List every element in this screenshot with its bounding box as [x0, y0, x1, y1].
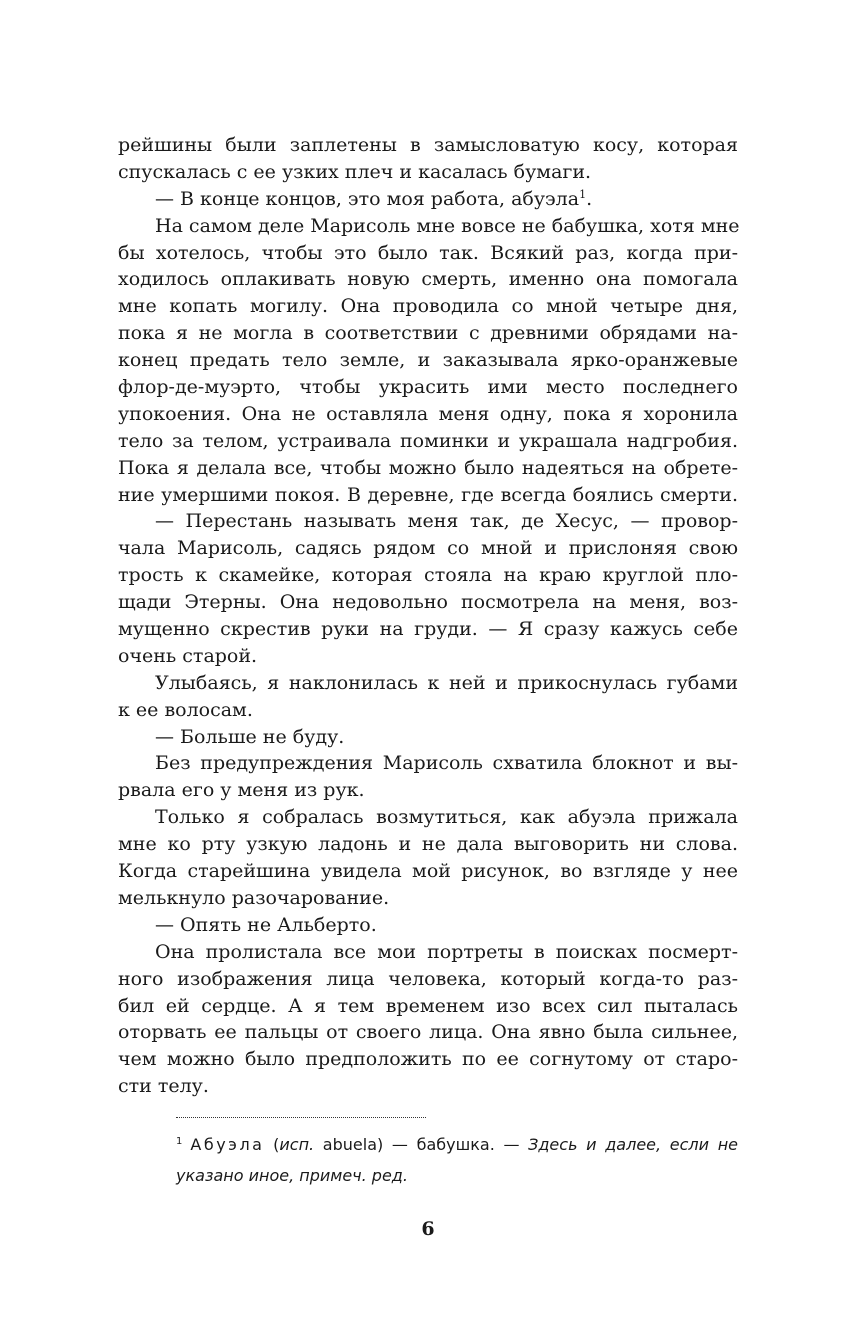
footnote-language: исп.	[279, 1135, 315, 1154]
text-line: мущенно скрестив руки на груди. — Я сразу кажусь себе	[118, 618, 738, 641]
text-line: конец предать тело земле, и заказывала ярко-оранжевые	[118, 349, 738, 372]
text-line: щади Этерны. Она недовольно посмотрела на меня, воз-	[118, 591, 738, 614]
text-line: Без предупреждения Марисоль схватила блокнот и вы-	[155, 752, 738, 775]
text-line: Она пролистала все мои портреты в поисках посмерт-	[155, 940, 738, 963]
footnote-number: 1	[176, 1136, 183, 1147]
text-line: ходилось оплакивать новую смерть, именно она помогала	[118, 268, 738, 291]
text-line: ние умершими покоя. В деревне, где всегда боялись смерти.	[118, 483, 738, 506]
text-line: мне копать могилу. Она проводила со мной четыре дня,	[118, 295, 738, 318]
text-line: — Перестань называть меня так, де Хесус, — провор-	[155, 510, 738, 533]
footnote-meaning: — бабушка. —	[391, 1135, 520, 1154]
text-line: — Больше не буду.	[155, 725, 345, 748]
dialogue-text: — В конце концов, это моя работа, абуэла	[155, 187, 580, 210]
text-line: бил ей сердце. А я тем временем изо всех сил пыталась	[118, 994, 738, 1017]
footnote-editor-note-cont: указано иное, примеч. ред.	[176, 1166, 408, 1185]
text-line: спускалась с ее узких плеч и касалась бумаги.	[118, 160, 592, 183]
footnote-marker[interactable]: 1	[579, 187, 587, 201]
footnote-line: $^1$ Абуэла (исп. abuela) — бабушка. — Здесь и далее, если не	[176, 1135, 738, 1154]
text-line: Когда старейшина увидела мой рисунок, во взгляде у нее	[118, 860, 738, 883]
text-line: очень старой.	[118, 644, 258, 667]
text-line: На самом деле Марисоль мне вовсе не бабушка, хотя мне	[155, 214, 740, 237]
text-line: Пока я делала все, чтобы можно было надеяться на обрете-	[118, 456, 738, 479]
text-line: Только я собралась возмутиться, как абуэла прижала	[155, 806, 738, 829]
footnote-editor-note: Здесь и далее, если не	[528, 1135, 738, 1154]
text-line: пока я не могла в соответствии с древними обрядами на-	[118, 322, 738, 345]
text-line: Улыбаясь, я наклонилась к ней и прикоснулась губами	[155, 671, 738, 694]
body-text	[118, 132, 738, 1100]
text-line: мелькнуло разочарование.	[118, 886, 390, 909]
text-line: бы хотелось, чтобы это было так. Всякий раз, когда при-	[118, 241, 738, 264]
text-line: рейшины были заплетены в замысловатую косу, которая	[118, 134, 738, 156]
text-line: сти телу.	[118, 1075, 209, 1098]
text-line: — Опять не Альберто.	[155, 913, 377, 936]
text-line: мне ко рту узкую ладонь и не дала выговорить ни слова.	[118, 833, 738, 856]
footnote-divider	[176, 1117, 426, 1118]
text-line: тело за телом, устраивала поминки и украшала надгробия.	[118, 429, 738, 452]
text-line: к ее волосам.	[118, 698, 253, 721]
text-line: упокоения. Она не оставляла меня одну, пока я хоронила	[118, 402, 738, 425]
text-line: чала Марисоль, садясь рядом со мной и прислоняя свою	[118, 537, 738, 560]
text-line: чем можно было предположить по ее согнутому от старо-	[118, 1048, 738, 1071]
footnote-original-word: abuela	[322, 1135, 377, 1154]
text-line: трость к скамейке, которая стояла на краю круглой пло-	[118, 564, 738, 587]
footnote-line	[176, 1162, 738, 1190]
punctuation: .	[586, 187, 593, 210]
text-line: оторвать ее пальцы от своего лица. Она явно была сильнее,	[118, 1021, 738, 1044]
footnote-term: Абуэла	[190, 1135, 265, 1154]
text-line: рвала его у меня из рук.	[118, 779, 365, 802]
text-line: ного изображения лица человека, который когда-то раз-	[118, 967, 738, 990]
text-line-with-footnote	[118, 186, 738, 213]
page-number: 6	[421, 1218, 435, 1240]
text-line: флор-де-муэрто, чтобы украсить ими место последнего	[118, 376, 738, 399]
footnote	[176, 1131, 738, 1190]
